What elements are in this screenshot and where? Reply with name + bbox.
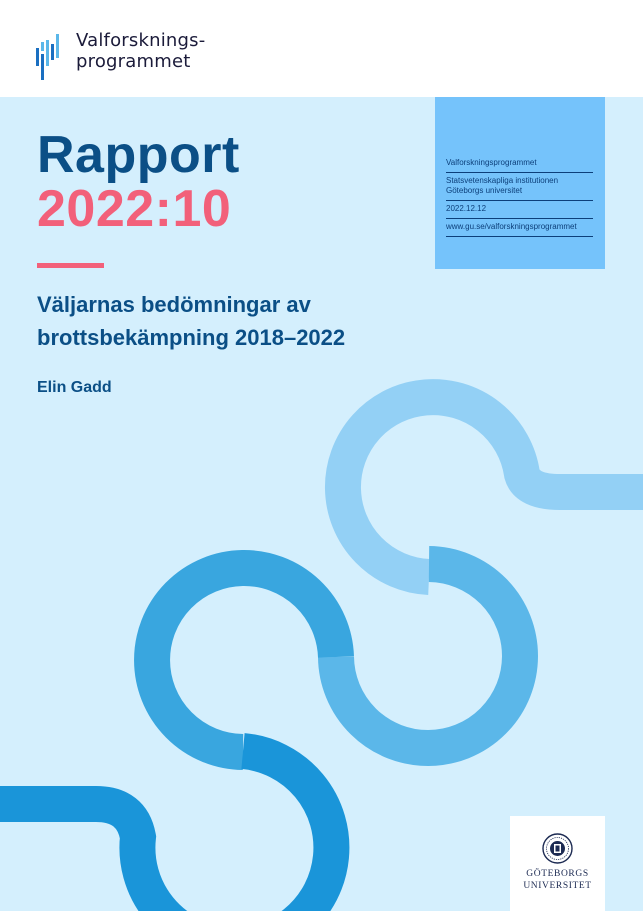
logo-line1: Valforsknings- [76,30,206,51]
report-title [37,288,427,354]
cover-area [0,97,643,911]
info-list [446,155,593,237]
info-date [446,201,593,219]
info-department-line2: Göteborgs universitet [446,186,523,195]
university-name [510,868,605,892]
university-logo [510,816,605,911]
program-logo-text [76,30,205,72]
logo-line2: programmet [76,51,191,72]
university-seal-icon [542,833,573,864]
report-number: 2022:10 [37,180,232,238]
info-website-text: www.gu.se/valforskningsprogrammet [446,222,577,231]
report-title-line1: Väljarnas bedömningar av [37,292,311,317]
info-box [435,97,605,269]
accent-rule [37,263,104,268]
university-name-line1: GÖTEBORGS [526,869,589,879]
info-department [446,173,593,201]
info-website [446,219,593,237]
header [0,0,643,97]
info-department-line1: Statsvetenskapliga institutionen [446,176,559,185]
info-program [446,155,593,173]
report-title-line2: brottsbekämpning 2018–2022 [37,325,346,350]
rapport-label: Rapport [37,126,240,184]
ring-deep-arc [152,568,336,752]
author-name: Elin Gadd [37,379,112,396]
info-program-text: Valforskningsprogrammet [446,158,537,167]
university-name-line2: UNIVERSITET [523,881,592,891]
ring-light-arc [343,397,643,577]
bar-chart-logo-icon [36,34,62,80]
info-date-text: 2022.12.12 [446,204,487,213]
ring-dark-arc [0,751,331,911]
